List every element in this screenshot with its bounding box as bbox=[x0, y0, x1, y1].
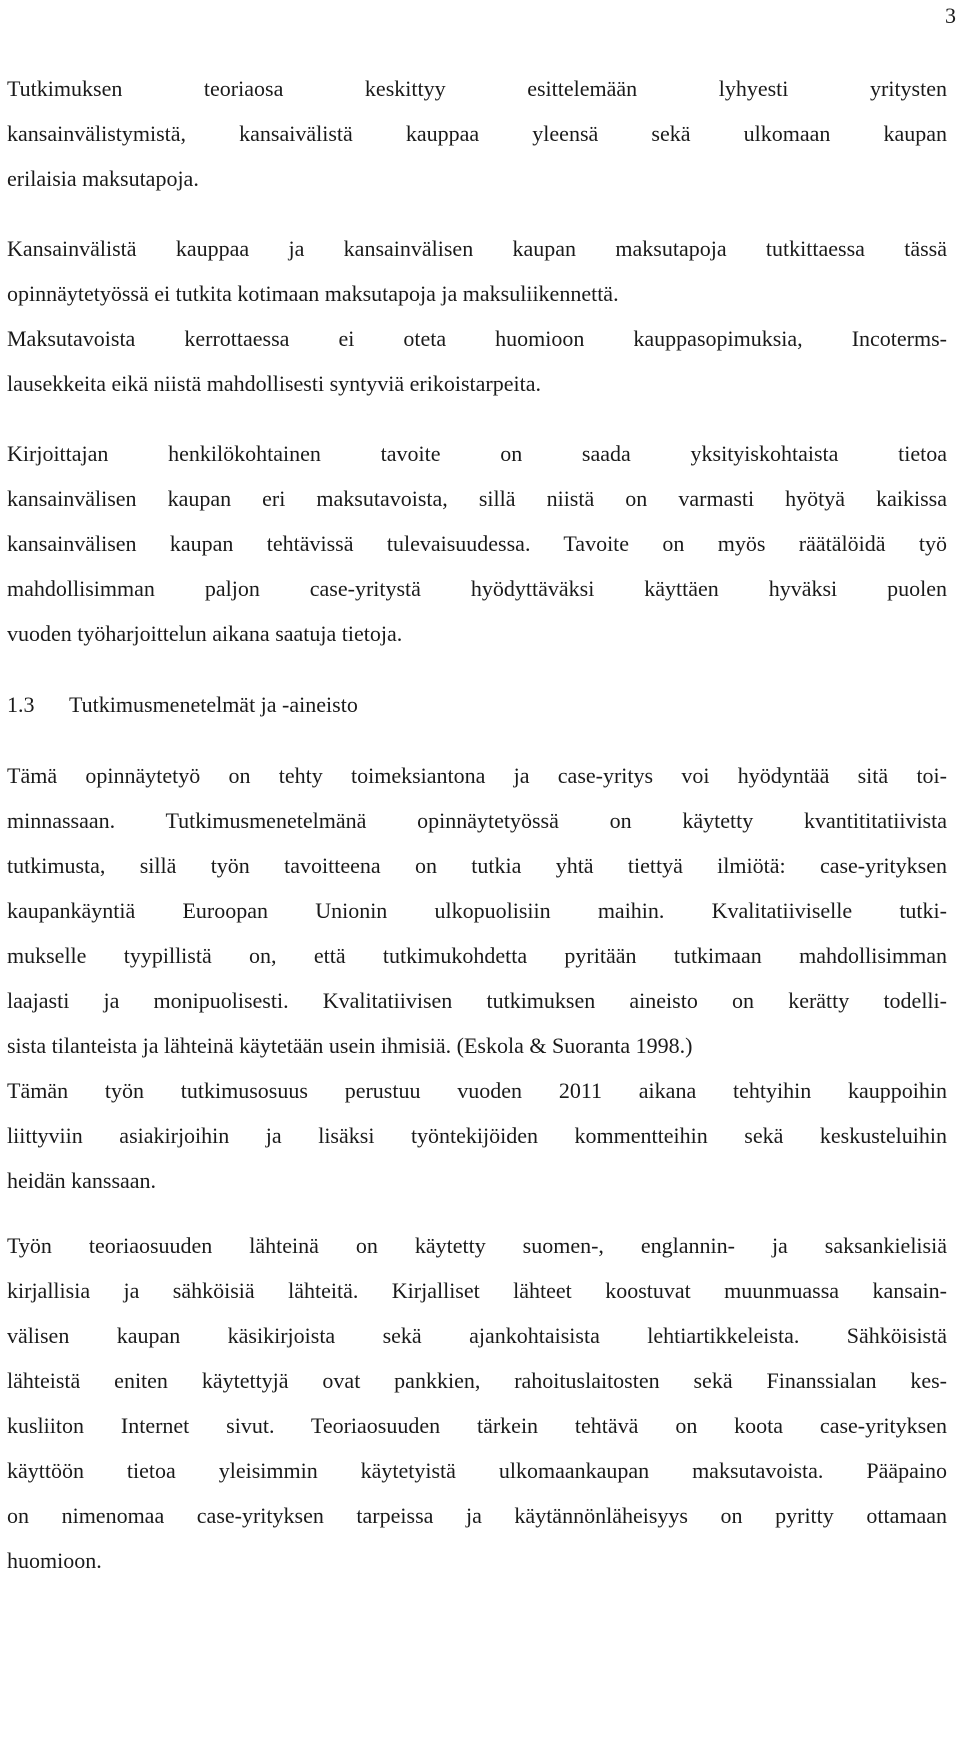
section-number: 1.3 bbox=[7, 692, 35, 717]
text-line: vuoden työharjoittelun aikana saatuja tietoja. bbox=[7, 621, 403, 646]
text-line: Kirjoittajan henkilökohtainen tavoite on saada yksityiskohtaista tietoa bbox=[7, 441, 947, 466]
text-line: liittyviin asiakirjoihin ja lisäksi työntekijöiden kommentteihin sekä keskusteluihin bbox=[7, 1123, 947, 1148]
text-line: kansainvälisen kaupan eri maksutavoista, sillä niistä on varmasti hyötyä kaikissa bbox=[7, 486, 947, 511]
text-line: kaupankäyntiä Euroopan Unionin ulkopuolisiin maihin. Kvalitatiiviselle tutki- bbox=[7, 898, 947, 923]
text-line: kansainvälistymistä, kansaivälistä kauppaa yleensä sekä ulkomaan kaupan bbox=[7, 121, 947, 146]
text-line: huomioon. bbox=[7, 1548, 102, 1573]
text-line: Maksutavoista kerrottaessa ei oteta huomioon kauppasopimuksia, Incoterms- bbox=[7, 326, 947, 351]
text-line: mukselle tyypillistä on, että tutkimukohdetta pyritään tutkimaan mahdollisimman bbox=[7, 943, 947, 968]
text-line: välisen kaupan käsikirjoista sekä ajankohtaisista lehtiartikkeleista. Sähköisistä bbox=[7, 1323, 947, 1348]
text-line: kusliiton Internet sivut. Teoriaosuuden tärkein tehtävä on koota case-yrityksen bbox=[7, 1413, 947, 1438]
text-line: lähteistä eniten käytettyjä ovat pankkien, rahoituslaitosten sekä Finanssialan kes- bbox=[7, 1368, 947, 1393]
text-line: Kansainvälistä kauppaa ja kansainvälisen kaupan maksutapoja tutkittaessa tässä bbox=[7, 236, 947, 261]
text-line: heidän kanssaan. bbox=[7, 1168, 157, 1193]
text-line: tutkimusta, sillä työn tavoitteena on tutkia yhtä tiettyä ilmiötä: case-yrityksen bbox=[7, 853, 947, 878]
section-title: Tutkimusmenetelmät ja -aineisto bbox=[69, 692, 358, 717]
text-line: minnassaan. Tutkimusmenetelmänä opinnäytetyössä on käytetty kvantititatiivista bbox=[7, 808, 947, 833]
text-line: kansainvälisen kaupan tehtävissä tulevaisuudessa. Tavoite on myös räätälöidä työ bbox=[7, 531, 947, 556]
paragraph-introduction bbox=[7, 66, 947, 201]
text-line: kirjallisia ja sähköisiä lähteitä. Kirjalliset lähteet koostuvat muunmuassa kansain- bbox=[7, 1278, 947, 1303]
paragraph-objective bbox=[7, 431, 947, 656]
text-line: opinnäytetyössä ei tutkita kotimaan maksutapoja ja maksuliikennettä. bbox=[7, 281, 619, 306]
text-line: Tämän työn tutkimusosuus perustuu vuoden 2011 aikana tehtyihin kauppoihin bbox=[7, 1078, 947, 1103]
text-line: käyttöön tietoa yleisimmin käytetyistä ulkomaankaupan maksutavoista. Pääpaino bbox=[7, 1458, 947, 1483]
text-line: sista tilanteista ja lähteinä käytetään usein ihmisiä. (Eskola & Suoranta 1998.) bbox=[7, 1033, 693, 1058]
page-number: 3 bbox=[945, 3, 956, 28]
text-line: Tämä opinnäytetyö on tehty toimeksiantona ja case-yritys voi hyödyntää sitä toi- bbox=[7, 763, 947, 788]
text-line: erilaisia maksutapoja. bbox=[7, 166, 199, 191]
text-line: Tutkimuksen teoriaosa keskittyy esittelemään lyhyesti yritysten bbox=[7, 76, 947, 101]
paragraph-sources bbox=[7, 1223, 947, 1583]
text-line: laajasti ja monipuolisesti. Kvalitatiivisen tutkimuksen aineisto on kerätty todelli- bbox=[7, 988, 947, 1013]
text-line: on nimenomaa case-yrityksen tarpeissa ja käytännönläheisyys on pyritty ottamaan bbox=[7, 1503, 947, 1528]
text-line: Työn teoriaosuuden lähteinä on käytetty suomen-, englannin- ja saksankielisiä bbox=[7, 1233, 947, 1258]
paragraph-scope bbox=[7, 226, 947, 406]
paragraph-methods bbox=[7, 753, 947, 1203]
text-line: mahdollisimman paljon case-yritystä hyödyttäväksi käyttäen hyväksi puolen bbox=[7, 576, 947, 601]
section-heading bbox=[7, 682, 358, 727]
text-line: lausekkeita eikä niistä mahdollisesti syntyviä erikoistarpeita. bbox=[7, 371, 541, 396]
